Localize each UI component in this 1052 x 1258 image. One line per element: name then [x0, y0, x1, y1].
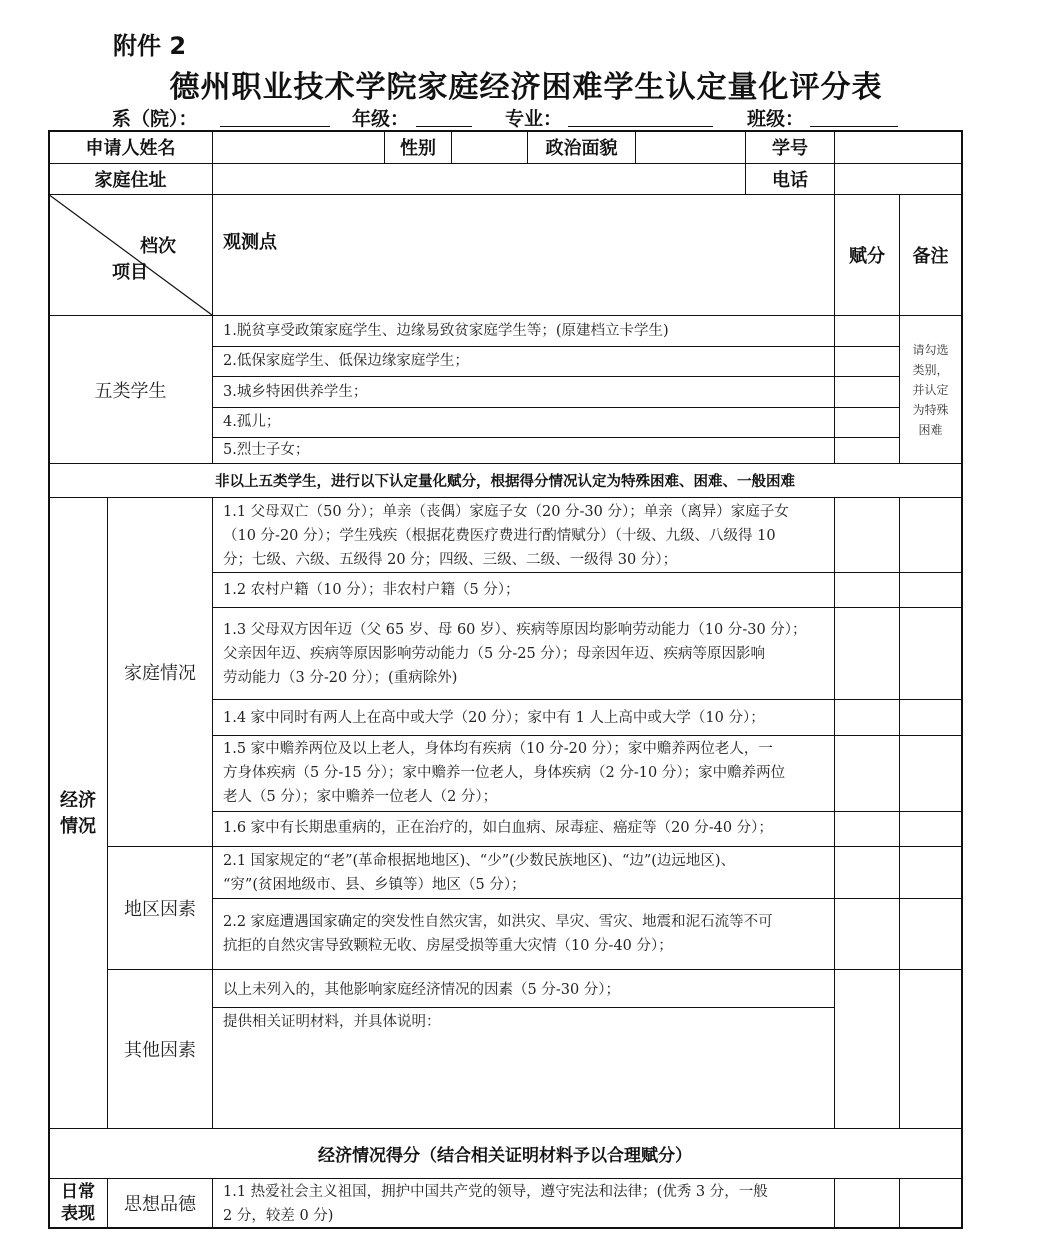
item-header: 项目 [112, 262, 148, 283]
text-line: 1.1 父母双亡（50 分）；单亲（丧偶）家庭子女（20 分-30 分）；单亲（离异）家庭子女 [223, 504, 789, 520]
text-line: 2.2 家庭遭遇国家确定的突发性自然灾害，如洪灾、旱灾、雪灾、地震和泥石流等不可 [223, 914, 773, 930]
economic-label-line: 情况 [60, 816, 96, 837]
dept-field[interactable] [220, 126, 330, 127]
major-field[interactable] [568, 126, 713, 127]
family-item-1-5 [223, 737, 785, 809]
level-header: 档次 [140, 236, 176, 257]
economic-label-line: 经济 [60, 790, 96, 811]
economic-score-row: 经济情况得分（结合相关证明材料予以合理赋分） [318, 1146, 692, 1166]
family-item-1-2 [223, 578, 520, 602]
other-label: 其他因素 [124, 1040, 196, 1061]
family-label: 家庭情况 [124, 663, 196, 684]
family-item-1-4 [223, 706, 765, 730]
five-types-item-5: 5.烈士子女； [223, 442, 310, 458]
text-line: 父亲因年迈、疾病等原因影响劳动能力（5 分-25 分）；母亲因年迈、疾病等原因影响 [223, 646, 766, 662]
text-line: 2 分，较差 0 分) [223, 1208, 334, 1224]
political-field[interactable] [636, 131, 745, 163]
region-item-2-1 [223, 849, 735, 897]
daily-label-line: 日常 [61, 1182, 95, 1202]
region-label: 地区因素 [124, 899, 196, 920]
text-line: 1.4 家中同时有两人上在高中或大学（20 分）；家中有 1 人上高中或大学（10 分）； [223, 710, 765, 726]
address-label: 家庭住址 [94, 170, 167, 191]
remark-line: 类别， [912, 363, 949, 377]
text-line: 2.1 国家规定的“老”(革命根据地地区)、“少”(少数民族地区)、“边”(边远地区)、 [223, 853, 736, 869]
class-label: 班级： [747, 108, 805, 130]
political-label: 政治面貌 [545, 138, 618, 159]
other-item-2 [223, 1010, 441, 1034]
phone-field[interactable] [835, 164, 961, 194]
remark-line: 困难 [918, 423, 943, 437]
student-id-field[interactable] [835, 131, 961, 163]
gender-label: 性别 [400, 138, 436, 159]
five-types-label: 五类学生 [94, 380, 167, 402]
remark-line: 并认定 [912, 383, 949, 397]
five-types-item-2: 2.低保家庭学生、低保边缘家庭学生； [223, 353, 469, 369]
text-line: 1.5 家中赡养两位及以上老人，身体均有疾病（10 分-20 分）；家中赡养两位老人，一 [223, 741, 773, 757]
five-types-item-1: 1.脱贫享受政策家庭学生、边缘易致贫家庭学生等；(原建档立卡学生) [223, 323, 669, 339]
remark-header: 备注 [912, 246, 949, 267]
region-item-2-2 [223, 910, 773, 958]
non-five-types-note: 非以上五类学生，进行以下认定量化赋分，根据得分情况认定为特殊困难、困难、一般困难 [215, 474, 795, 490]
diagonal-header-line [48, 194, 213, 316]
phone-label: 电话 [772, 170, 808, 191]
five-types-item-4: 4.孤儿； [223, 414, 281, 430]
grade-field[interactable] [416, 126, 472, 127]
daily-label-line: 表现 [61, 1204, 95, 1224]
major-label: 专业： [505, 108, 563, 130]
text-line: （10 分-20 分）；学生残疾（根据花费医疗费进行酌情赋分）（十级、九级、八级得 10 [223, 528, 776, 544]
daily-label [49, 1181, 107, 1225]
five-types-item-3: 3.城乡特困供养学生； [223, 384, 368, 400]
economic-label [49, 788, 107, 840]
text-line: 老人（5 分）；家中赡养一位老人（2 分）； [223, 789, 498, 805]
text-line: 1.2 农村户籍（10 分）；非农村户籍（5 分）； [223, 582, 520, 598]
family-item-1-6 [223, 816, 773, 840]
family-item-1-3 [223, 618, 807, 690]
attachment-label: 附件 2 [113, 32, 187, 60]
text-line: 提供相关证明材料，并具体说明： [223, 1014, 441, 1030]
text-line: 1.1 热爱社会主义祖国，拥护中国共产党的领导，遵守宪法和法律；(优秀 3 分，一般 [223, 1184, 768, 1200]
dept-label: 系（院）： [112, 108, 198, 130]
student-id-label: 学号 [772, 138, 808, 159]
score-header: 赋分 [849, 246, 885, 267]
five-types-remark [900, 340, 961, 440]
gender-field[interactable] [452, 131, 527, 163]
text-line: “穷”(贫困地级市、县、乡镇等）地区（5 分）； [223, 877, 526, 893]
family-item-1-1 [223, 500, 789, 572]
text-line: 1.6 家中有长期患重病的，正在治疗的，如白血病、尿毒症、癌症等（20 分-40 分）； [223, 820, 773, 836]
name-label: 申请人姓名 [85, 138, 176, 159]
remark-line: 请勾选 [912, 343, 949, 357]
remark-line: 为特殊 [912, 403, 949, 417]
ideology-label: 思想品德 [124, 1194, 196, 1215]
other-explanation-field[interactable] [213, 1036, 834, 1126]
text-line: 1.3 父母双方因年迈（父 65 岁、母 60 岁）、疾病等原因均影响劳动能力（10 分-30 分）； [223, 622, 807, 638]
class-field[interactable] [810, 126, 898, 127]
text-line: 以上未列入的，其他影响家庭经济情况的因素（5 分-30 分）； [223, 982, 621, 998]
text-line: 方身体疾病（5 分-15 分）；家中赡养一位老人，身体疾病（2 分-10 分）；家中赡养两位 [223, 765, 786, 781]
daily-item-1-1 [223, 1180, 768, 1228]
address-field[interactable] [213, 164, 745, 194]
observation-header: 观测点 [223, 232, 277, 253]
text-line: 分；七级、六级、五级得 20 分；四级、三级、二级、一级得 30 分）； [223, 552, 678, 568]
text-line: 抗拒的自然灾害导致颗粒无收、房屋受损等重大灾情（10 分-40 分）； [223, 938, 673, 954]
grade-label: 年级： [352, 108, 410, 130]
name-field[interactable] [213, 131, 384, 163]
page-title: 德州职业技术学院家庭经济困难学生认定量化评分表 [169, 70, 883, 105]
other-item-1 [223, 978, 620, 1002]
text-line: 劳动能力（3 分-20 分）；(重病除外) [223, 670, 458, 686]
